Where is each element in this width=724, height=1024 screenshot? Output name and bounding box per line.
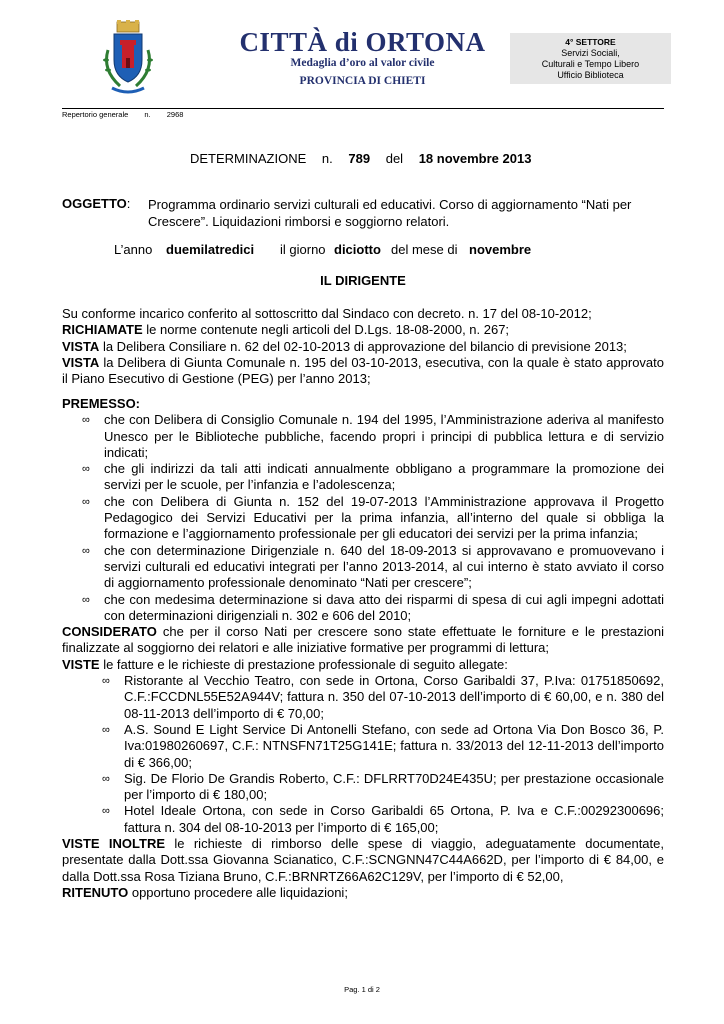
richiamate-paragraph (62, 322, 664, 338)
determinazione-line (190, 151, 543, 166)
infinity-bullet-icon: ∞ (82, 463, 90, 476)
ritenuto-kw: RITENUTO (62, 884, 129, 900)
vista-paragraph (62, 339, 664, 355)
list-item (62, 592, 664, 625)
viste-inoltre-kw: VISTE INOLTRE (62, 836, 166, 852)
list-item (62, 771, 664, 804)
list-item-text: A.S. Sound E Light Service Di Antonelli Stefano, con sede ad Ortona Via Don Bosco 36, P. Iva:01980260697, C.F.: NTNSFN71T25G141E; fattura n. 33/2013 del 12-11-2013 dell’importo di € 366,00; (124, 721, 664, 770)
infinity-bullet-icon: ∞ (102, 723, 110, 736)
viste-inoltre-text: le richieste di rimborso delle spese di viaggio, adeguatamente documentate, presentate dalla Dott.ssa Giovanna Scianatico, C.F.:SCNGNN47C44A662D, per l’importo di € 84,00, e dalla Dott.ssa Rosa Tiziana Bruno, C.F.:BRNRTZ66A62C129V, per l’importo di € 52,00, (62, 836, 664, 884)
premesso-block (62, 396, 664, 901)
viste-paragraph (62, 657, 664, 673)
viste-kw: VISTE (62, 656, 100, 672)
richiamate-text: le norme contenute negli articoli del D.Lgs. 18-08-2000, n. 267; (146, 322, 510, 338)
list-item (62, 543, 664, 592)
intro-block (62, 306, 664, 387)
determinazione-number: 789 (348, 151, 371, 166)
header-divider (62, 108, 664, 109)
lanno-label: L’anno (114, 242, 153, 257)
oggetto-label-text: OGGETTO (62, 196, 127, 211)
viste-text: le fatture e le richieste di prestazione professionale di seguito allegate: (103, 656, 508, 672)
infinity-bullet-icon: ∞ (102, 772, 110, 785)
list-item (62, 461, 664, 494)
lanno-year: duemilatredici (166, 242, 255, 257)
list-item-text: che con determinazione Dirigenziale n. 640 del 18-09-2013 si approvavano e promuovevano i servizi culturali ed educativi integrati per l’anno 2013-2014, al cui interno è stato avviato il corso di aggiornamento professionale denominato “Nati per crescere”; (104, 542, 664, 591)
city-province: PROVINCIA DI CHIETI (299, 75, 426, 87)
sector-line: Ufficio Biblioteca (557, 70, 624, 80)
list-item (62, 412, 664, 461)
list-item-text: Ristorante al Vecchio Teatro, con sede in Ortona, Corso Garibaldi 37, P.Iva: 01751850692, C.F.:FCCDNL55E52A944V; fattura n. 350 del 07-10-2013 dell’importo di € 60,00, e n. 380 del 08-11-2013 dell’importo di € 70,00; (124, 673, 664, 721)
list-item (62, 494, 664, 543)
vista-text: la Delibera Consiliare n. 62 del 02-10-2013 di approvazione del bilancio di previsione 2013; (102, 338, 627, 354)
sector-title: 4° SETTORE (565, 37, 616, 47)
premesso-list (62, 412, 664, 624)
considerato-paragraph (62, 624, 664, 657)
list-item (62, 722, 664, 771)
viste-list (62, 673, 664, 836)
lanno-day-label: il giorno (280, 242, 326, 257)
list-item-text: che gli indirizzi da tali atti indicati annualmente obbligano a programmare la promozione dei servizi per le scuole, per l’infanzia e l’adolescenza; (104, 461, 664, 493)
viste-inoltre-paragraph (62, 836, 664, 885)
infinity-bullet-icon: ∞ (82, 593, 90, 606)
page-number: Pag. 1 di 2 (344, 985, 380, 994)
vista-text: la Delibera di Giunta Comunale n. 195 del 03-10-2013, esecutiva, con la quale è stato approvato il Piano Esecutivo di Gestione (PEG) per l’anno 2013; (62, 354, 664, 387)
repertorio-line (62, 110, 197, 119)
oggetto-colon: : (126, 196, 131, 211)
sector-line: Servizi Sociali, (561, 48, 620, 58)
list-item-text: Hotel Ideale Ortona, con sede in Corso Garibaldi 65 Ortona, P. Iva e C.F.:00292300696; fattura n. 304 del 08-10-2013 per l’importo di € 165,00; (124, 803, 664, 835)
sector-line: Culturali e Tempo Libero (541, 59, 640, 69)
infinity-bullet-icon: ∞ (102, 805, 110, 818)
city-crest-logo (98, 20, 158, 96)
lanno-month: novembre (469, 242, 532, 257)
infinity-bullet-icon: ∞ (82, 495, 90, 508)
repertorio-label: Repertorio generale (62, 110, 129, 119)
intro-line: Su conforme incarico conferito al sottoscritto dal Sindaco con decreto. n. 17 del 08-10-2012; (62, 306, 592, 321)
list-item (62, 803, 664, 836)
repertorio-number: 2968 (166, 110, 184, 119)
ritenuto-paragraph (62, 885, 664, 901)
vista-paragraph (62, 355, 664, 388)
determinazione-del-label: del (385, 151, 404, 166)
repertorio-n-label: n. (144, 110, 151, 119)
richiamate-kw: RICHIAMATE (62, 322, 143, 338)
oggetto-text: Programma ordinario servizi culturali ed educativi. Corso di aggiornamento “Nati per Crescere”. Liquidazioni rimborsi e soggiorno relatori. (148, 197, 632, 229)
list-item-text: che con Delibera di Giunta n. 152 del 19-07-2013 l’Amministrazione approvava il Progetto Pedagogico dei Servizi Educativi per la prima infanzia, all’interno del quale si obbliga la formazione e l’aggiornamento professionale per gli educatori dei servizi per la prima infanzia; (104, 493, 664, 542)
determinazione-label: DETERMINAZIONE (190, 151, 307, 166)
considerato-kw: CONSIDERATO (62, 624, 157, 640)
determinazione-n-label: n. (321, 151, 333, 166)
infinity-bullet-icon: ∞ (82, 414, 90, 427)
vista-kw: VISTA (62, 354, 100, 370)
ritenuto-text: opportuno procedere alle liquidazioni; (131, 884, 348, 900)
lanno-line (114, 242, 531, 257)
lanno-day: diciotto (334, 242, 381, 257)
list-item (62, 673, 664, 722)
vista-kw: VISTA (62, 338, 100, 354)
infinity-bullet-icon: ∞ (82, 544, 90, 557)
oggetto-label (62, 196, 130, 211)
dirigente-heading: IL DIRIGENTE (320, 273, 406, 288)
determinazione-date: 18 novembre 2013 (418, 151, 532, 166)
list-item-text: che con medesima determinazione si dava atto dei risparmi di spesa di cui agli impegni adottati con determinazioni dirigenziali n. 302 e 606 del 2010; (104, 591, 664, 623)
infinity-bullet-icon: ∞ (102, 675, 110, 688)
city-title: CITTÀ di ORTONA (239, 27, 486, 57)
sector-box (510, 33, 671, 84)
considerato-text: che per il corso Nati per crescere sono state effettuate le forniture e le prestazioni finalizzate al soggiorno dei relatori e alle iniziative formative per programmi di lettura; (62, 624, 664, 656)
lanno-month-label: del mese di (391, 242, 458, 257)
city-motto: Medaglia d’oro al valor civile (290, 57, 435, 69)
premesso-label: PREMESSO: (62, 396, 141, 411)
list-item-text: Sig. De Florio De Grandis Roberto, C.F.: DFLRRT70D24E435U; per prestazione occasionale per l’importo di € 180,00; (124, 770, 664, 803)
list-item-text: che con Delibera di Consiglio Comunale n. 194 del 1995, l’Amministrazione aderiva al manifesto Unesco per le Biblioteche pubbliche, facendo propri i principi di pubblica lettura e di servizio indicati; (104, 412, 664, 460)
